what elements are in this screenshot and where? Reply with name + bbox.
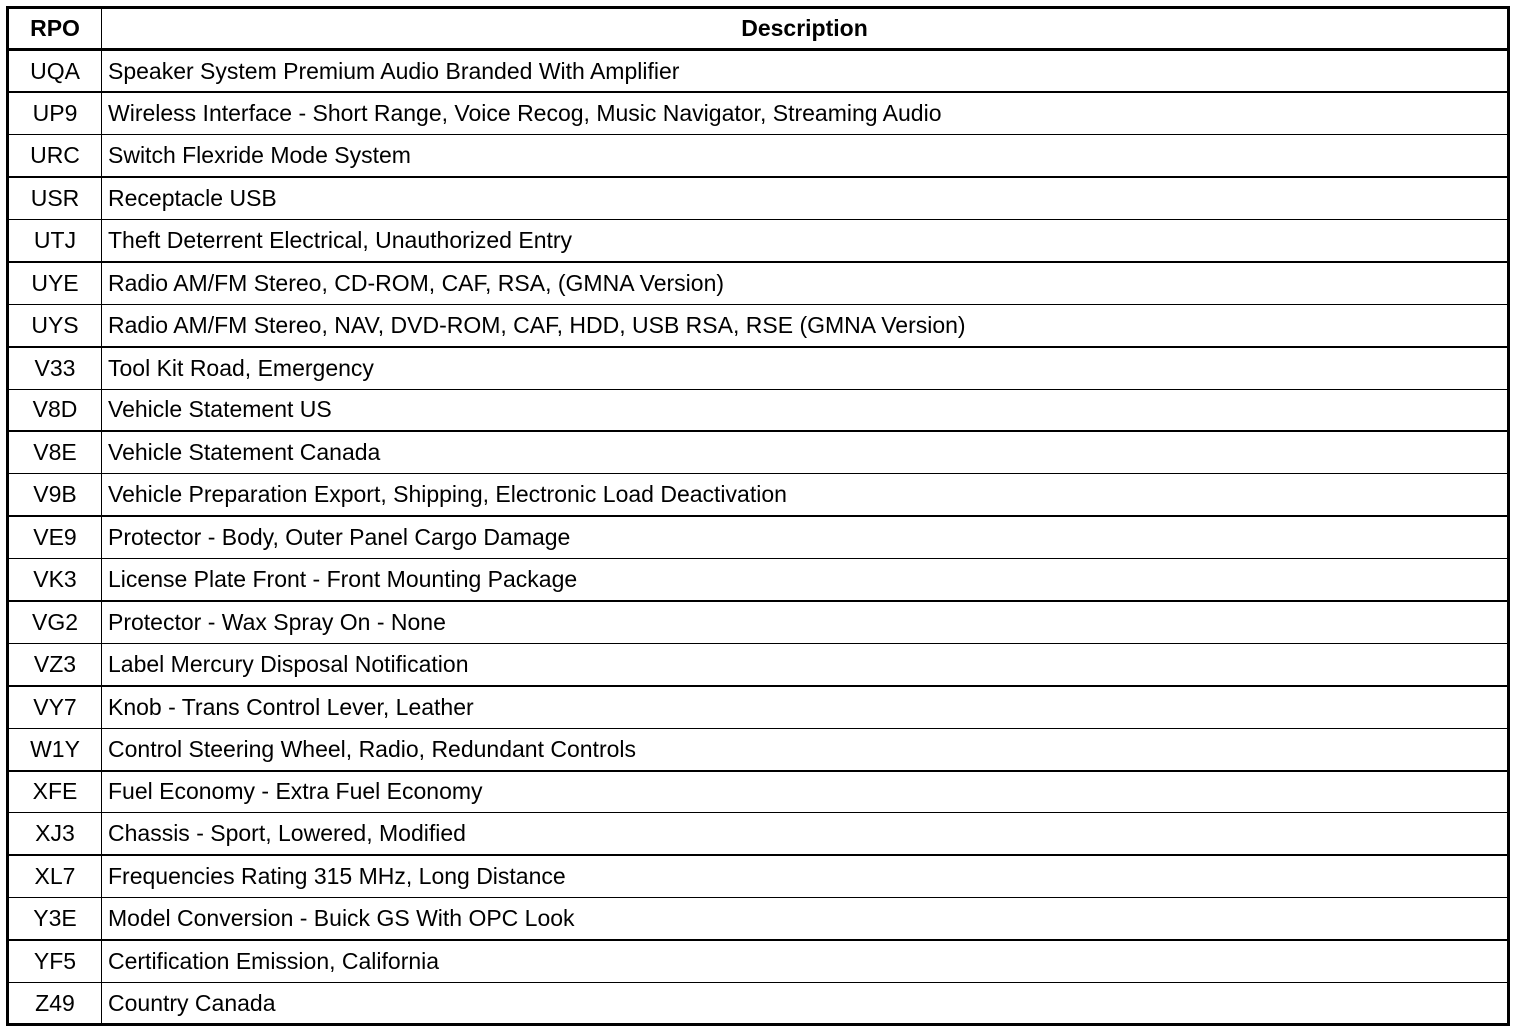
table-row (8, 431, 1509, 473)
table-row (8, 92, 1509, 134)
table-row (8, 389, 1509, 431)
table-row (8, 855, 1509, 897)
table-row (8, 559, 1509, 601)
rpo-code-cell: V33 (8, 347, 102, 389)
rpo-code-cell: VK3 (8, 559, 102, 601)
description-cell: Label Mercury Disposal Notification (102, 643, 1509, 685)
rpo-code-cell: XFE (8, 771, 102, 813)
rpo-code-cell: UQA (8, 50, 102, 92)
table-header-row (8, 8, 1509, 50)
description-cell: Frequencies Rating 315 MHz, Long Distance (102, 855, 1509, 897)
rpo-code-cell: USR (8, 177, 102, 219)
description-cell: Switch Flexride Mode System (102, 135, 1509, 177)
table-row (8, 177, 1509, 219)
table-row (8, 219, 1509, 261)
rpo-code-cell: YF5 (8, 940, 102, 982)
description-cell: Certification Emission, California (102, 940, 1509, 982)
table-row (8, 728, 1509, 770)
table-row (8, 50, 1509, 92)
table-row (8, 516, 1509, 558)
rpo-code-cell: Y3E (8, 898, 102, 940)
description-cell: Receptacle USB (102, 177, 1509, 219)
description-cell: Protector - Wax Spray On - None (102, 601, 1509, 643)
table-row (8, 643, 1509, 685)
description-cell: Radio AM/FM Stereo, CD-ROM, CAF, RSA, (GMNA Version) (102, 262, 1509, 304)
table-row (8, 686, 1509, 728)
description-cell: License Plate Front - Front Mounting Package (102, 559, 1509, 601)
rpo-code-cell: V8E (8, 431, 102, 473)
rpo-code-cell: V8D (8, 389, 102, 431)
table-row (8, 601, 1509, 643)
table-row (8, 347, 1509, 389)
rpo-code-cell: UTJ (8, 219, 102, 261)
table-row (8, 982, 1509, 1024)
table-row (8, 262, 1509, 304)
description-cell: Wireless Interface - Short Range, Voice Recog, Music Navigator, Streaming Audio (102, 92, 1509, 134)
table-row (8, 135, 1509, 177)
rpo-code-cell: XJ3 (8, 813, 102, 855)
description-cell: Fuel Economy - Extra Fuel Economy (102, 771, 1509, 813)
rpo-code-cell: URC (8, 135, 102, 177)
column-header-rpo: RPO (8, 8, 102, 50)
rpo-code-cell: V9B (8, 474, 102, 516)
description-cell: Protector - Body, Outer Panel Cargo Damage (102, 516, 1509, 558)
description-cell: Theft Deterrent Electrical, Unauthorized Entry (102, 219, 1509, 261)
description-cell: Radio AM/FM Stereo, NAV, DVD-ROM, CAF, HDD, USB RSA, RSE (GMNA Version) (102, 304, 1509, 346)
description-cell: Tool Kit Road, Emergency (102, 347, 1509, 389)
description-cell: Control Steering Wheel, Radio, Redundant Controls (102, 728, 1509, 770)
table-body (8, 50, 1509, 1025)
rpo-code-cell: W1Y (8, 728, 102, 770)
description-cell: Country Canada (102, 982, 1509, 1024)
rpo-code-cell: UYE (8, 262, 102, 304)
description-cell: Speaker System Premium Audio Branded With Amplifier (102, 50, 1509, 92)
rpo-code-cell: VY7 (8, 686, 102, 728)
rpo-code-cell: UYS (8, 304, 102, 346)
table-row (8, 813, 1509, 855)
description-cell: Vehicle Statement US (102, 389, 1509, 431)
rpo-table (6, 6, 1510, 1026)
rpo-code-cell: VE9 (8, 516, 102, 558)
description-cell: Knob - Trans Control Lever, Leather (102, 686, 1509, 728)
description-cell: Chassis - Sport, Lowered, Modified (102, 813, 1509, 855)
description-cell: Vehicle Statement Canada (102, 431, 1509, 473)
rpo-code-cell: Z49 (8, 982, 102, 1024)
rpo-code-cell: XL7 (8, 855, 102, 897)
table-row (8, 771, 1509, 813)
description-cell: Model Conversion - Buick GS With OPC Look (102, 898, 1509, 940)
description-cell: Vehicle Preparation Export, Shipping, Electronic Load Deactivation (102, 474, 1509, 516)
table-row (8, 940, 1509, 982)
table-row (8, 474, 1509, 516)
rpo-code-cell: VG2 (8, 601, 102, 643)
column-header-description: Description (102, 8, 1509, 50)
table-row (8, 304, 1509, 346)
rpo-code-cell: UP9 (8, 92, 102, 134)
rpo-code-cell: VZ3 (8, 643, 102, 685)
table-row (8, 898, 1509, 940)
